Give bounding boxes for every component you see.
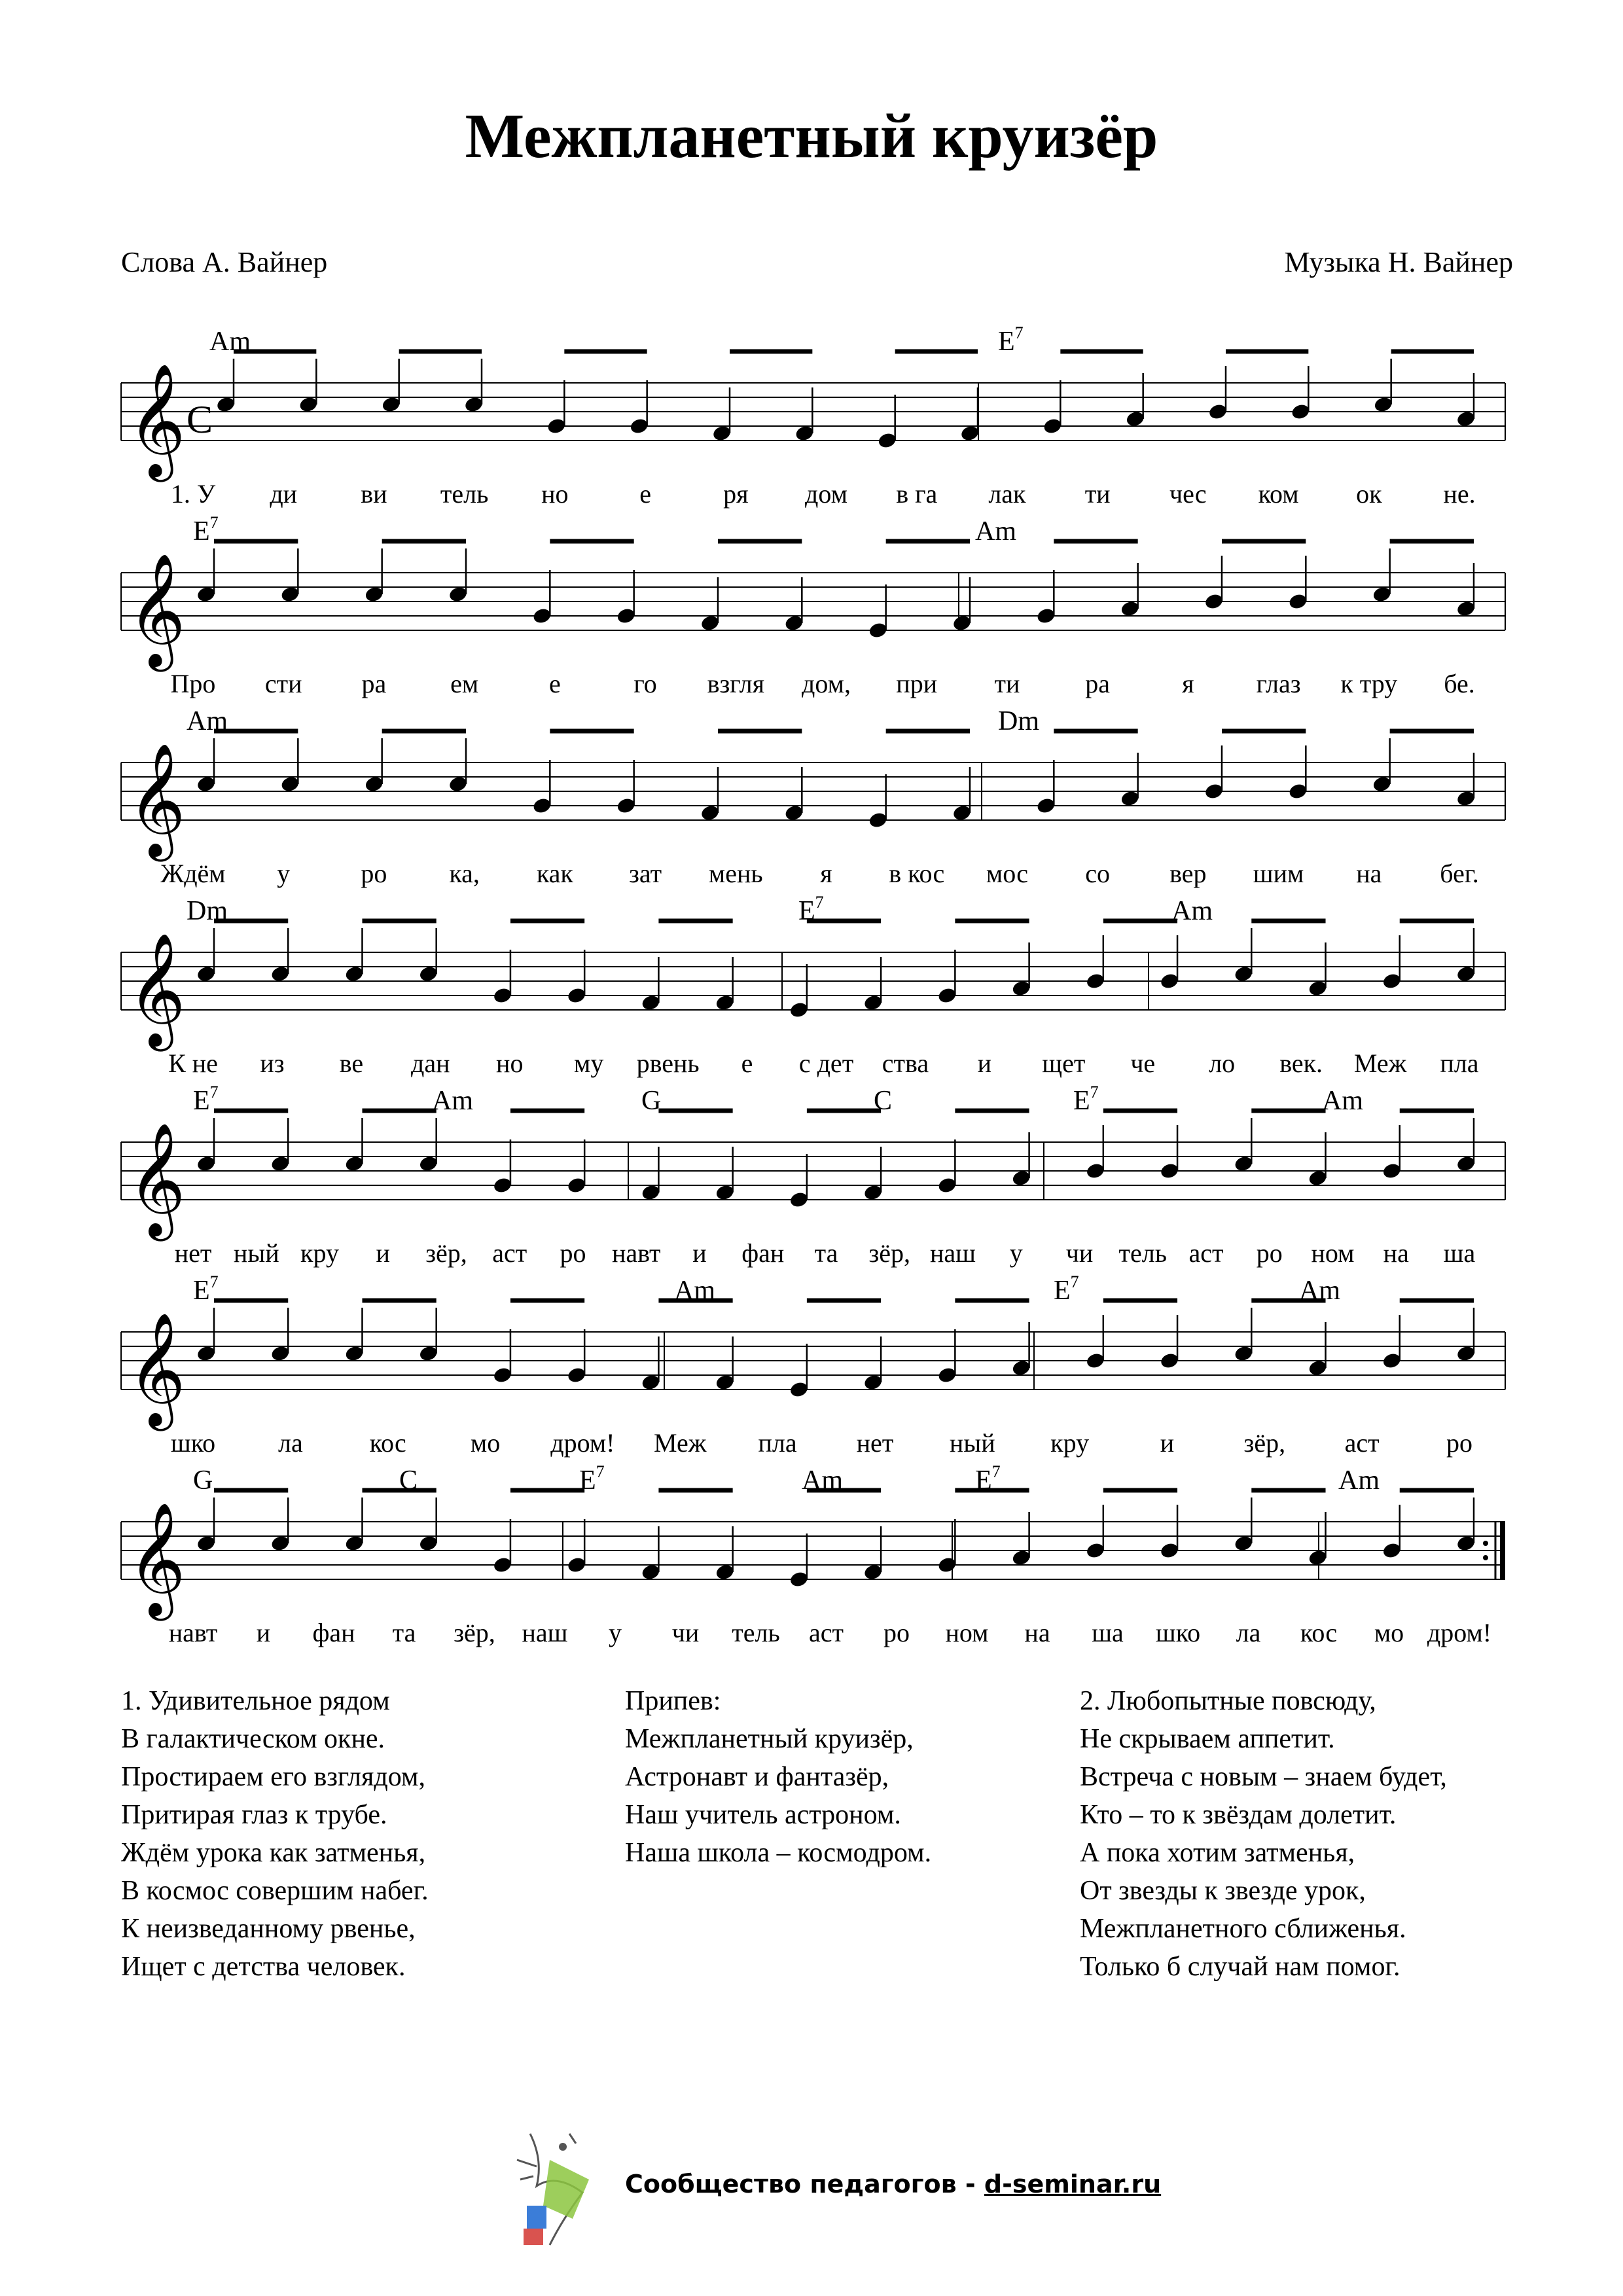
lyric-syllable: ро bbox=[1446, 1428, 1472, 1458]
lyric-syllable: е bbox=[548, 669, 561, 698]
lyric-syllable: ем bbox=[450, 669, 479, 698]
lyric-syllable: 1. У bbox=[170, 479, 216, 509]
lyric-syllable: го bbox=[633, 669, 657, 698]
verse2-line: Не скрываем аппетит. bbox=[1080, 1724, 1335, 1754]
lyric-syllable: нет bbox=[856, 1428, 894, 1458]
chord-extension: 7 bbox=[596, 1462, 605, 1481]
treble-clef: 𝄞 bbox=[128, 743, 186, 857]
lyric-syllable: кос bbox=[369, 1428, 406, 1458]
lyric-syllable: со bbox=[1085, 859, 1111, 888]
lyric-syllable: кру bbox=[1050, 1428, 1090, 1458]
verse1-line: 1. Удивительное рядом bbox=[121, 1686, 390, 1716]
chord-name: E bbox=[1054, 1276, 1071, 1306]
chord-name: Am bbox=[209, 327, 251, 357]
lyric-syllable: навт bbox=[611, 1238, 661, 1268]
chord-name: G bbox=[193, 1465, 213, 1496]
lyric-syllable: фан bbox=[741, 1238, 785, 1268]
lyric-syllable: дром! bbox=[550, 1428, 615, 1458]
lyric-syllable: при bbox=[896, 669, 938, 698]
verse2-line: Кто – то к звёздам долетит. bbox=[1080, 1800, 1397, 1830]
lyric-syllable: ном bbox=[945, 1618, 989, 1647]
lyric-syllable: у bbox=[609, 1618, 622, 1647]
chord-symbol bbox=[1322, 1086, 1363, 1116]
chord-symbol bbox=[802, 1465, 843, 1496]
lyric-syllable: я bbox=[820, 859, 832, 888]
lyric-syllable: лак bbox=[988, 479, 1026, 509]
chord-name: Dm bbox=[187, 896, 228, 926]
chorus-text bbox=[625, 1682, 931, 1872]
lyric-syllable: тель bbox=[1118, 1238, 1167, 1268]
lyric-syllable: как bbox=[536, 859, 573, 888]
chord-extension: 7 bbox=[991, 1462, 1001, 1481]
chord-name: E bbox=[1073, 1086, 1090, 1116]
lyric-syllable: Ждём bbox=[160, 859, 226, 888]
lyric-syllable: и bbox=[1160, 1428, 1175, 1458]
chord-name: Dm bbox=[998, 706, 1039, 736]
lyric-syllable: ро bbox=[1256, 1238, 1283, 1268]
lyric-syllable: на bbox=[1383, 1238, 1409, 1268]
chord-symbol bbox=[1171, 896, 1213, 926]
chord-symbol bbox=[187, 896, 228, 926]
lyric-syllable: в кос bbox=[889, 859, 945, 888]
chord-extension: 7 bbox=[815, 893, 824, 912]
chorus-line: Астронавт и фантазёр, bbox=[625, 1762, 889, 1792]
chord-name: Am bbox=[1322, 1086, 1363, 1116]
lyric-syllable: е bbox=[741, 1049, 753, 1078]
chorus-line: Наша школа – космодром. bbox=[625, 1838, 932, 1868]
lyric-syllable: но bbox=[541, 479, 569, 509]
staff-system bbox=[121, 1462, 1505, 1647]
footer-label: Сообщество педагогов - bbox=[625, 2170, 984, 2198]
lyric-syllable: фан bbox=[312, 1618, 355, 1647]
lyric-syllable: Про bbox=[170, 669, 216, 698]
lyric-syllable: Меж bbox=[1353, 1049, 1407, 1078]
chord-name: G bbox=[641, 1086, 662, 1116]
verse2-line: 2. Любопытные повсюду, bbox=[1080, 1686, 1376, 1716]
chord-name: Am bbox=[432, 1086, 473, 1116]
chord-name: E bbox=[998, 327, 1015, 357]
chord-symbol bbox=[1054, 1272, 1079, 1306]
lyric-syllable: шим bbox=[1253, 859, 1304, 888]
lyric-syllable: на bbox=[1024, 1618, 1050, 1647]
lyric-syllable: ла bbox=[277, 1428, 303, 1458]
lyric-syllable: в га bbox=[896, 479, 938, 509]
chorus-line: Наш учитель астроном. bbox=[625, 1800, 901, 1830]
chord-name: E bbox=[193, 1086, 210, 1116]
lyric-syllable: ло bbox=[1209, 1049, 1236, 1078]
lyric-syllable: му bbox=[574, 1049, 604, 1078]
lyric-syllable: зат bbox=[629, 859, 662, 888]
lyric-syllable: аст bbox=[1188, 1238, 1224, 1268]
lyric-syllable: шко bbox=[1155, 1618, 1201, 1647]
chord-name: Am bbox=[674, 1276, 715, 1306]
lyric-syllable: зёр, bbox=[868, 1238, 911, 1268]
time-signature: C bbox=[187, 398, 213, 441]
treble-clef: 𝄞 bbox=[128, 1312, 186, 1426]
lyric-syllable: мос bbox=[986, 859, 1028, 888]
treble-clef: 𝄞 bbox=[128, 553, 186, 667]
lyric-syllable: ок bbox=[1356, 479, 1382, 509]
lyric-syllable: чес bbox=[1169, 479, 1207, 509]
lyric-syllable: че bbox=[1130, 1049, 1156, 1078]
lyric-syllable: ша bbox=[1092, 1618, 1124, 1647]
lyric-syllable: К не bbox=[168, 1049, 218, 1078]
lyric-syllable: ти bbox=[994, 669, 1020, 698]
lyric-syllable: и bbox=[256, 1618, 271, 1647]
chord-symbol bbox=[975, 516, 1016, 547]
chorus-line: Межпланетный круизёр, bbox=[625, 1724, 914, 1754]
treble-clef: 𝄞 bbox=[128, 1502, 186, 1616]
lyric-syllable: аст bbox=[809, 1618, 844, 1647]
lyric-syllable: век. bbox=[1279, 1049, 1323, 1078]
lyric-syllable: я bbox=[1182, 669, 1194, 698]
lyric-syllable: ный bbox=[233, 1238, 279, 1268]
staff-system bbox=[121, 893, 1505, 1078]
chord-symbol bbox=[641, 1086, 661, 1116]
lyrics-credit: Слова А. Вайнер bbox=[121, 246, 328, 278]
chord-extension: 7 bbox=[209, 1083, 219, 1102]
chord-name: C bbox=[874, 1086, 893, 1116]
chord-extension: 7 bbox=[1014, 323, 1024, 342]
lyric-syllable: тель bbox=[440, 479, 489, 509]
lyric-syllable: нет bbox=[174, 1238, 212, 1268]
chord-name: C bbox=[399, 1465, 418, 1496]
lyric-syllable: та bbox=[814, 1238, 838, 1268]
chord-name: E bbox=[579, 1465, 596, 1496]
lyric-syllable: наш bbox=[930, 1238, 976, 1268]
lyric-syllable: щет bbox=[1042, 1049, 1086, 1078]
chord-name: Am bbox=[1338, 1465, 1380, 1496]
lyric-syllable: ве bbox=[339, 1049, 364, 1078]
lyric-syllable: ком bbox=[1258, 479, 1299, 509]
chord-symbol bbox=[432, 1086, 473, 1116]
treble-clef: 𝄞 bbox=[128, 363, 186, 477]
verse2-line: Только б случай нам помог. bbox=[1080, 1952, 1400, 1982]
lyric-syllable: дан bbox=[411, 1049, 450, 1078]
lyric-syllable: наш bbox=[522, 1618, 568, 1647]
lyric-syllable: мо bbox=[470, 1428, 501, 1458]
lyric-syllable: аст bbox=[1344, 1428, 1380, 1458]
lyric-syllable: у bbox=[277, 859, 291, 888]
lyric-syllable: глаз bbox=[1256, 669, 1301, 698]
lyric-syllable: вер bbox=[1169, 859, 1207, 888]
chorus-line: Припев: bbox=[625, 1686, 721, 1716]
lyric-syllable: и bbox=[977, 1049, 992, 1078]
lyric-syllable: навт bbox=[168, 1618, 218, 1647]
chord-symbol bbox=[579, 1462, 605, 1496]
lyric-syllable: ра bbox=[361, 669, 387, 698]
lyric-syllable: ша bbox=[1443, 1238, 1476, 1268]
lyric-syllable: ро bbox=[883, 1618, 910, 1647]
lyric-syllable: ном bbox=[1311, 1238, 1355, 1268]
verse1-line: В галактическом окне. bbox=[121, 1724, 385, 1754]
lyric-syllable: зёр, bbox=[1243, 1428, 1286, 1458]
lyric-syllable: ро bbox=[361, 859, 387, 888]
lyric-syllable: чи bbox=[671, 1618, 700, 1647]
treble-clef: 𝄞 bbox=[128, 1122, 186, 1236]
lyric-syllable: из bbox=[260, 1049, 285, 1078]
lyric-syllable: ви bbox=[361, 479, 387, 509]
verse2-line: Встреча с новым – знаем будет, bbox=[1080, 1762, 1447, 1792]
lyric-syllable: и bbox=[692, 1238, 707, 1268]
lyric-syllable: дром! bbox=[1427, 1618, 1492, 1647]
lyric-syllable: ра bbox=[1085, 669, 1111, 698]
lyric-syllable: дом, bbox=[802, 669, 851, 698]
verse1-line: Ищет с детства человек. bbox=[121, 1952, 406, 1982]
chord-extension: 7 bbox=[1070, 1272, 1079, 1291]
lyric-syllable: та bbox=[392, 1618, 416, 1647]
verse1-line: Притирая глаз к трубе. bbox=[121, 1800, 387, 1830]
staff-system bbox=[121, 1272, 1505, 1458]
lyric-syllable: бег. bbox=[1440, 859, 1479, 888]
chord-name: Am bbox=[187, 706, 228, 736]
lyric-syllable: ро bbox=[560, 1238, 586, 1268]
lyric-syllable: ря bbox=[723, 479, 749, 509]
verse1-line: В космос совершим набег. bbox=[121, 1876, 429, 1906]
verse2-line: От звезды к звезде урок, bbox=[1080, 1876, 1366, 1906]
footer-logo bbox=[510, 2121, 602, 2251]
chord-extension: 7 bbox=[209, 1272, 219, 1291]
lyric-syllable: у bbox=[1009, 1238, 1023, 1268]
lyric-syllable: кру bbox=[300, 1238, 339, 1268]
chord-name: Am bbox=[802, 1465, 843, 1496]
verse2-line: А пока хотим затменья, bbox=[1080, 1838, 1355, 1868]
lyric-syllable: тель bbox=[732, 1618, 780, 1647]
lyric-syllable: зёр, bbox=[425, 1238, 467, 1268]
lyric-syllable: мо bbox=[1374, 1618, 1404, 1647]
lyric-syllable: чи bbox=[1065, 1238, 1094, 1268]
repeat-dot bbox=[1483, 1541, 1488, 1546]
chord-symbol bbox=[399, 1465, 418, 1496]
chord-symbol bbox=[187, 706, 228, 736]
lyric-syllable: бе. bbox=[1444, 669, 1475, 698]
lyric-syllable: сти bbox=[264, 669, 302, 698]
chord-symbol bbox=[209, 327, 251, 357]
chord-name: E bbox=[193, 1276, 210, 1306]
lyric-syllable: пла bbox=[758, 1428, 797, 1458]
chord-name: E bbox=[798, 896, 815, 926]
lyric-syllable: ства bbox=[882, 1049, 929, 1078]
lyric-syllable: не. bbox=[1443, 479, 1476, 509]
lyric-syllable: взгля bbox=[707, 669, 764, 698]
chord-extension: 7 bbox=[1090, 1083, 1099, 1102]
chord-extension: 7 bbox=[209, 513, 219, 532]
lyric-syllable: ный bbox=[949, 1428, 995, 1458]
lyric-syllable: Меж bbox=[654, 1428, 707, 1458]
chord-name: Am bbox=[1299, 1276, 1340, 1306]
chord-symbol bbox=[998, 706, 1039, 736]
chord-name: Am bbox=[975, 516, 1016, 547]
lyric-syllable: кос bbox=[1300, 1618, 1338, 1647]
lyric-syllable: на bbox=[1356, 859, 1382, 888]
verse-1-text bbox=[121, 1682, 429, 1986]
lyric-syllable: и bbox=[376, 1238, 390, 1268]
staff-system bbox=[121, 323, 1505, 509]
verse1-line: К неизведанному рвенье, bbox=[121, 1914, 416, 1944]
chord-name: E bbox=[193, 516, 210, 547]
chord-symbol bbox=[1338, 1465, 1380, 1496]
lyric-syllable: но bbox=[496, 1049, 524, 1078]
chord-symbol bbox=[1073, 1083, 1099, 1116]
staff-system bbox=[121, 706, 1505, 888]
verse-2-text bbox=[1080, 1682, 1447, 1986]
footer-link[interactable]: d-seminar.ru bbox=[984, 2170, 1162, 2198]
chord-symbol bbox=[874, 1086, 892, 1116]
verse1-line: Ждём урока как затменья, bbox=[121, 1838, 426, 1868]
lyric-syllable: ка, bbox=[449, 859, 480, 888]
lyric-syllable: ла bbox=[1236, 1618, 1261, 1647]
footer-credit bbox=[625, 2170, 1161, 2198]
lyric-syllable: шко bbox=[170, 1428, 216, 1458]
lyric-syllable: аст bbox=[492, 1238, 527, 1268]
verse2-line: Межпланетного сближенья. bbox=[1080, 1914, 1406, 1944]
treble-clef: 𝄞 bbox=[128, 933, 186, 1047]
lyric-syllable: дом bbox=[805, 479, 847, 509]
lyric-syllable: зёр, bbox=[454, 1618, 495, 1647]
page-title: Межпланетный круизёр bbox=[465, 101, 1158, 171]
lyric-syllable: мень bbox=[708, 859, 763, 888]
staff-system bbox=[121, 513, 1505, 698]
chord-name: Am bbox=[1171, 896, 1213, 926]
chord-symbol bbox=[998, 323, 1024, 357]
music-credit: Музыка Н. Вайнер bbox=[1284, 246, 1513, 278]
lyric-syllable: с дет bbox=[798, 1049, 854, 1078]
chord-symbol bbox=[674, 1276, 715, 1306]
chord-symbol bbox=[1299, 1276, 1340, 1306]
lyric-syllable: е bbox=[639, 479, 651, 509]
lyric-syllable: ди bbox=[270, 479, 298, 509]
chord-name: E bbox=[975, 1465, 992, 1496]
staff-system bbox=[121, 1083, 1505, 1268]
repeat-dot bbox=[1483, 1555, 1488, 1560]
chord-symbol bbox=[193, 1465, 213, 1496]
verse1-line: Простираем его взглядом, bbox=[121, 1762, 425, 1792]
lyric-syllable: к тру bbox=[1340, 669, 1398, 698]
lyric-syllable: пла bbox=[1440, 1049, 1479, 1078]
lyric-syllable: ти bbox=[1084, 479, 1111, 509]
lyric-syllable: рвень bbox=[636, 1049, 700, 1078]
